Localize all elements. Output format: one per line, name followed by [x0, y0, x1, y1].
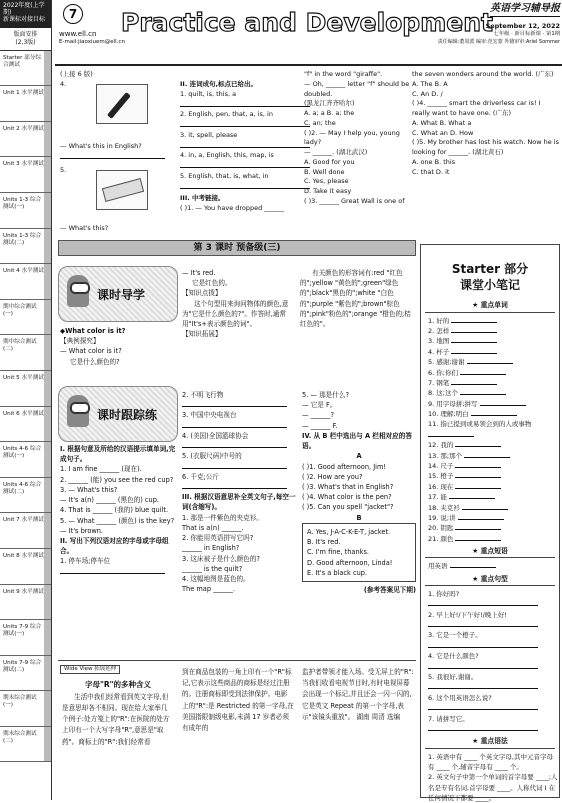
fill-item: 4. That is ______ (我的) blue quilt.	[60, 506, 169, 515]
sidebar-item-label: Unit 3 水平测试	[3, 161, 44, 168]
sentence-blank[interactable]	[428, 641, 538, 648]
sidebar-item-label: Units 1-3 综合测试(二)	[3, 232, 42, 246]
sidebar-item-label: Unit 8 水平测试	[3, 552, 44, 559]
word-note-line	[421, 451, 559, 461]
reorder-item: 1. quilt, is, this, a	[180, 89, 237, 98]
translate-item: ______ in English?	[182, 544, 240, 553]
word-note-line	[421, 378, 559, 388]
p2-head: II. 写出下列汉语对应的字母或字母组合。	[60, 536, 169, 556]
reorder-item: 3. it, spell, please	[180, 130, 238, 139]
grammar-item: 1. 英语中有 ____ 个英文字母,其中元音字母有 ____ 个,辅音字母有 ____ 个。	[428, 752, 553, 771]
word-prompt: 18. 夹克衫	[428, 503, 460, 512]
word-blank[interactable]	[451, 378, 497, 385]
choice-line: ( )5. My brother has lost his watch. Now he is looking for ______. (湖北黄石)	[412, 138, 559, 156]
match-a-item: ( )2. How are you?	[302, 472, 363, 481]
sidebar-issue-item	[0, 442, 51, 478]
mid-1: — It's red.	[182, 269, 216, 277]
abbr-item: 4. (美国)全国篮球协会	[182, 431, 249, 440]
choice-line: ( )3. ______ Great Wall is one of	[304, 196, 405, 205]
sidebar-issue-item	[0, 300, 51, 336]
sidebar-issue-item	[0, 478, 51, 514]
page-header	[55, 0, 562, 66]
fill-item: 5. — What ______ (颜色) is the key?	[60, 516, 175, 525]
choice-line: C. that D. it	[412, 167, 450, 176]
match-b-item: B. It's red.	[307, 538, 341, 547]
staff-line: 责任编辑:董周派 编审:范宏蒙 外籍审审:Ariel Sommer	[437, 39, 560, 45]
fill-item: — It's brown.	[60, 526, 104, 535]
word-prompt: 21. 颜色	[428, 534, 454, 543]
translate-item: 2. 你能用英语拼写它吗?	[182, 534, 254, 543]
mid-2: 它是红色的。	[192, 279, 232, 288]
example-head: 【典例探究】	[60, 337, 100, 346]
p4-head: IV. 从 B 栏中选出与 A 栏相对应的答语。	[302, 431, 412, 451]
practice-left	[60, 444, 178, 577]
match-a-item: ( )3. What's that in English?	[302, 482, 394, 491]
minion-icon	[67, 275, 89, 307]
sidebar-issue-item	[0, 157, 51, 193]
wide-col-1	[62, 679, 174, 748]
word-blank[interactable]	[455, 482, 501, 489]
translate-item: — ______?	[302, 411, 334, 420]
choice-line: B. Well done	[304, 167, 345, 176]
translate-item: — ______ F.	[302, 421, 338, 430]
p1-head: I. 根据句意及所给的汉语提示填单词,完成句子。	[60, 445, 176, 464]
sidebar-issue-item	[0, 407, 51, 443]
abbr-answer-blank[interactable]	[182, 421, 287, 428]
sidebar-issue-item	[0, 122, 51, 158]
choice-line: D. Take it easy	[304, 187, 352, 195]
word-blank[interactable]	[464, 451, 510, 458]
word-blank[interactable]	[451, 316, 497, 323]
choice-line: A. What B. What a	[412, 118, 472, 127]
reorder-answer-blank[interactable]	[180, 182, 310, 189]
word-note-line	[421, 534, 559, 544]
what-head: ◆What color is it?	[60, 327, 126, 335]
translate-item: ______ is the quilt?	[182, 564, 243, 573]
lesson-banner: 第 3 课时 预备级(三)	[58, 240, 416, 256]
word-blank[interactable]	[451, 326, 497, 333]
sidebar-item-label: Unit 6 水平测试	[3, 410, 44, 417]
gram-head: ★ 重点语法	[425, 737, 555, 748]
col-b-box	[302, 523, 416, 582]
q4-prompt: — What's this in English?	[60, 141, 142, 150]
sidebar-item-label: 期末综合测试(二)	[3, 730, 37, 744]
word-note-line	[421, 357, 559, 367]
sidebar-issue-item	[0, 193, 51, 229]
sidebar-header: 2022年度(上学期) 新课标对接目标	[0, 0, 51, 28]
guide-right: 有关颜色的形容词有:red "红色的";yellow "黄色的";green"绿色的";black"黑色的";white "白色的";purple "紫色的";brown"棕色的";pink"粉色的";orange "橙色的;桔红色的"。	[300, 269, 411, 329]
sidebar-item-label: Unit 1 水平测试	[3, 90, 44, 97]
practice-title: 课时跟踪练	[97, 408, 158, 422]
word-prompt: 2. 怎样	[428, 326, 450, 335]
choice-line: the seven wonders around the world. (广东)	[412, 70, 554, 78]
wide-col-2: 到在商品包装的一角上印有一个"R"标记,它表示这些商品的商标是经过注册的。注册商标即受到法律保护。电影上的"R":是 Restricted 的第一字母,在美国指限制级电影,未满 17 岁者必须有成年的	[182, 668, 294, 733]
top-col-1	[60, 70, 178, 234]
guide-title: 课时导学	[97, 288, 146, 302]
choice-line: C. What an D. How	[412, 128, 474, 137]
word-note-line	[421, 368, 559, 378]
translate-item: That is a(n) ______.	[182, 523, 244, 532]
guide-left	[60, 326, 178, 367]
word-note-line	[421, 399, 559, 409]
p3-head: III. 根据汉语意思补全英文句子,每空一词(含缩写)。	[182, 493, 296, 512]
reorder-answer-blank[interactable]	[180, 141, 310, 148]
q4-answer-blank[interactable]	[60, 152, 165, 159]
sidebar-item-label: Unit 7 水平测试	[3, 517, 44, 524]
notes-title-2: 课堂小笔记	[459, 278, 520, 293]
match-b-item: D. Good afternoon, Linda!	[307, 558, 393, 567]
sidebar-issue-item	[0, 549, 51, 585]
word-note-line	[421, 347, 559, 357]
abbr-item: 2. 不明飞行物	[182, 391, 224, 399]
word-blank[interactable]	[455, 461, 501, 468]
translate-item: 3. 这床被子是什么颜色的?	[182, 554, 260, 563]
notes-title-1: Starter 部分	[451, 262, 529, 276]
word-note-line	[421, 388, 559, 398]
top-col-4	[412, 70, 560, 177]
item-5-num: 5.	[60, 166, 67, 175]
word-note-line	[421, 316, 559, 326]
site-url: www.ell.cn	[59, 30, 97, 38]
fill-item: — It's a(n) ______ (黑色的) cup.	[60, 496, 160, 505]
word-blank[interactable]	[451, 347, 497, 354]
guide-badge	[58, 266, 178, 322]
word-prompt: 16. 现在	[428, 482, 454, 491]
example-2: 它是什么颜色的?	[70, 357, 120, 366]
phrase-item: 用英语	[428, 562, 448, 571]
section-2-head: II. 连词成句,标点已给出。	[180, 80, 258, 88]
sidebar-issue-item	[0, 51, 51, 87]
choice-line: A. one B. this	[412, 157, 456, 166]
p2-item-1: 1. 停车场;停车位	[60, 557, 111, 566]
sidebar-issue-item	[0, 620, 51, 656]
fill-item: 3. — What's this?	[60, 485, 118, 494]
wide-title: 字母"R"的多种含义	[84, 680, 152, 689]
issue-info: 七年级 · 新目标新课 · 第1期	[493, 31, 560, 37]
match-b-item: E. It's a black cup.	[307, 568, 368, 577]
continued-note: (上接 6 版)	[60, 70, 93, 78]
issue-date: September 12, 2022	[485, 22, 560, 30]
fill-item: 2. ______ (能) you see the red cup?	[60, 475, 174, 484]
mid-5: 【知识拓展】	[182, 330, 222, 339]
sentence-prompt: 1. 你好吗?	[428, 589, 460, 598]
sentence-prompt: 6. 这个用英语怎么说?	[428, 693, 492, 702]
word-note-line	[421, 492, 559, 502]
word-prompt: 11. 指已提到或易领会到的人或事物	[428, 420, 532, 429]
match-a-item: ( )4. What color is the pen?	[302, 493, 392, 502]
sentence-prompt: 7. 请拼写它。	[428, 714, 469, 723]
word-note-line	[421, 440, 559, 450]
sidebar-item-label: Unit 5 水平测试	[3, 374, 44, 381]
word-prompt: 14. 尺子	[428, 462, 454, 471]
word-note-line	[421, 419, 559, 440]
col-b-label: B	[356, 513, 362, 522]
translate-item: 5. — 那是什么?	[302, 391, 349, 399]
sidebar-item-label: Units 7-9 综合测试(二)	[3, 659, 42, 673]
issue-sidebar	[0, 0, 52, 800]
sidebar-issue-item	[0, 727, 51, 763]
word-prompt: 15. 橙子	[428, 472, 454, 481]
word-blank[interactable]	[451, 336, 497, 343]
col-a-label: A	[356, 452, 362, 461]
sidebar-issue-item	[0, 585, 51, 621]
sidebar-items	[0, 51, 51, 763]
abbr-answer-blank[interactable]	[182, 441, 287, 448]
word-blank[interactable]	[467, 357, 513, 364]
sentence-blank[interactable]	[428, 703, 538, 710]
sidebar-item-label: Units 4-6 综合测试(一)	[3, 446, 42, 460]
sidebar-item-label: 期末综合测试(一)	[3, 695, 37, 709]
pen-icon	[107, 92, 131, 119]
sidebar-issue-item	[0, 691, 51, 727]
word-blank[interactable]	[480, 399, 526, 406]
word-blank[interactable]	[455, 471, 501, 478]
word-prompt: 20. 钥匙	[428, 524, 454, 533]
issue-number: 7	[63, 4, 83, 24]
p2-blank-1[interactable]	[60, 567, 165, 574]
sidebar-item-label: Unit 2 水平测试	[3, 125, 44, 132]
sidebar-issue-item	[0, 513, 51, 549]
translate-item: 1. 那是一件紫色的夹克衫。	[182, 513, 263, 522]
sidebar-item-label: 期中综合测试(一)	[3, 303, 37, 317]
word-note-line	[421, 482, 559, 492]
word-prompt: 1. 好的	[428, 316, 450, 325]
abbr-item: 6. 千克;公斤	[182, 472, 219, 481]
sidebar-item-label: Unit 4 水平测试	[3, 268, 44, 275]
notes-box	[420, 244, 560, 803]
sentence-blank[interactable]	[428, 682, 538, 689]
wide-view-section	[58, 660, 416, 800]
sentence-blank[interactable]	[428, 662, 538, 669]
mid-4: 这个句型用来询问物体的颜色,意为"它是什么颜色的?"。作答时,通常用"It's+表示颜色的词"。	[182, 299, 289, 329]
top-col-2	[180, 70, 300, 214]
word-blank[interactable]	[455, 440, 501, 447]
section-3-head: III. 中考链接。	[180, 194, 225, 203]
sidebar-issue-item	[0, 229, 51, 265]
minion-icon	[67, 395, 89, 427]
word-note-line	[421, 336, 559, 346]
example-1: — What color is it?	[60, 347, 122, 356]
grammar-item: 2. 英文句子中第一个单词的首字母要 ____;人名是专有名词,首字母要 ____。人称代词 I 在任何情况下都要 ____。	[428, 773, 558, 803]
item-4-num: 4.	[60, 79, 67, 88]
word-prompt: 4. 杯子	[428, 347, 450, 356]
choice-line: — Oh, ______ letter "f" should be doubled.	[304, 79, 410, 98]
choice-line: A. a; a B. a; the	[304, 109, 355, 117]
word-blank[interactable]	[462, 503, 508, 510]
abbr-answer-blank[interactable]	[182, 462, 287, 469]
translate-item: — 它是 F。	[302, 401, 337, 410]
abbr-item: 3. 中国中央电视台	[182, 411, 237, 420]
word-blank[interactable]	[471, 409, 517, 416]
wide-tag: Wide View 拓展延伸	[60, 665, 120, 674]
mid-3: 【知识点拨】	[182, 289, 222, 298]
answer-note: (参考答案见下期)	[363, 585, 416, 594]
word-blank[interactable]	[449, 492, 495, 499]
q5-prompt: — What's this?	[60, 224, 109, 233]
sidebar-issue-item	[0, 86, 51, 122]
translate-item: The map ______.	[182, 585, 235, 594]
word-note-line	[421, 503, 559, 513]
top-col-3	[304, 70, 410, 207]
word-prompt: 17. 能	[428, 493, 447, 502]
choice-line: C. An D. /	[412, 89, 443, 98]
fill-item: 1. I am fine ______ (现在).	[60, 465, 142, 474]
phrase-blank[interactable]	[450, 561, 496, 568]
word-note-line	[421, 461, 559, 471]
sidebar-issue-item	[0, 335, 51, 371]
sidebar-issue-item	[0, 371, 51, 407]
word-note-line	[421, 471, 559, 481]
word-prompt: 9. 用字母拼;拼写	[428, 399, 478, 408]
word-note-line	[421, 523, 559, 533]
practice-right	[302, 390, 416, 595]
translate-item: 4. 这幅地图是蓝色的。	[182, 574, 250, 583]
reorder-item: 5. English, that, is, what, in	[180, 171, 269, 180]
wide-col-3: 监护者带领才能入场。受无屏上的"R":当我们收看电视节目时,有时电视屏幕会出现一个标记,并且还会一闪一闪的,它是英文 Repeat 的第一个字母,表示"该镜头重放"。 湖南 周清 选编	[302, 668, 414, 721]
sentence-blank[interactable]	[428, 599, 538, 606]
sidebar-item-label: 期中综合测试(二)	[3, 339, 37, 353]
word-prompt: 6. 你;你们	[428, 368, 458, 377]
wide-text-1: 生活中我们经常看到英文字母,但是意思却各不相同。现在给大家举几个例子:处方笺上的"R":在医院的处方上印有一个大写字母"R",意思是"取药"。商标上的"R":我们经常看	[62, 692, 170, 746]
sentence-prompt: 2. 早上好!/下午好!/晚上好!	[428, 610, 507, 619]
reorder-item: 2. English, pen, that, a, is, in	[180, 110, 273, 119]
word-blank[interactable]	[428, 430, 474, 437]
pen-image	[96, 84, 148, 124]
practice-badge	[58, 386, 178, 442]
choice-line: A. Good for you	[304, 157, 355, 166]
reorder-answer-blank[interactable]	[180, 100, 310, 107]
sidebar-item-label: Units 1-3 综合测试(一)	[3, 196, 42, 210]
choice-line: ( )2. — May I help you, young lady?	[304, 128, 400, 147]
choice-line: "f" in the word "giraffe".	[304, 70, 383, 78]
reorder-answer-blank[interactable]	[180, 161, 310, 168]
match-a-item: ( )5. Can you spell "jacket"?	[302, 503, 394, 512]
word-note-line	[421, 513, 559, 523]
match-b-item: C. I'm fine, thanks.	[307, 548, 369, 557]
choice-line: ( )4. ______ smart the driverless car is! I really want to have one. (广东)	[412, 99, 541, 117]
word-note-line	[421, 409, 559, 419]
word-blank[interactable]	[455, 534, 501, 541]
word-prompt: 8. 这;这个	[428, 389, 458, 398]
words-head: ★ 重点单词	[425, 301, 555, 312]
sidebar-item-label: Unit 9 水平测试	[3, 588, 44, 595]
word-prompt: 3. 地图	[428, 337, 450, 346]
word-blank[interactable]	[458, 513, 504, 520]
email: E-mail:jiaoxiuem@ell.cn	[59, 39, 125, 45]
notes-title	[421, 261, 559, 293]
word-prompt: 19. 说;讲	[428, 513, 456, 522]
abbr-item: 5. (衣服尺码)中号的	[182, 452, 242, 461]
word-prompt: 13. 那;那个	[428, 451, 463, 460]
newspaper-logo: 英语学习辅导报	[490, 2, 560, 17]
sentence-prompt: 3. 它是一个橙子。	[428, 631, 482, 640]
sentence-prompt: 5. 我很好,谢谢。	[428, 673, 478, 681]
sentence-blank[interactable]	[428, 724, 538, 731]
sidebar-issue-item	[0, 264, 51, 300]
ruler-image	[96, 170, 148, 210]
page-title: Practice and Development	[121, 8, 493, 37]
choice-line: C. an; the	[304, 118, 336, 127]
word-prompt: 12. 我的	[428, 441, 454, 450]
word-note-line	[421, 326, 559, 336]
guide-mid	[182, 268, 294, 340]
sentence-prompt: 4. 它是什么颜色?	[428, 652, 479, 661]
word-blank[interactable]	[455, 523, 501, 530]
word-prompt: 5. 感谢;谢谢	[428, 358, 465, 367]
ruler-icon	[102, 178, 144, 202]
sentence-blank[interactable]	[428, 620, 538, 627]
abbr-answer-blank[interactable]	[182, 482, 287, 489]
word-prompt: 10. 理解;明白	[428, 410, 469, 419]
word-blank[interactable]	[460, 368, 506, 375]
abbr-answer-blank[interactable]	[182, 400, 287, 407]
phrase-head: ★ 重点短语	[425, 547, 555, 558]
choice-line: A. The B. A	[412, 79, 448, 88]
choice-line: — ______. (湖北武汉)	[304, 148, 368, 156]
sidebar-item-label: Starter 部分综合测试	[3, 54, 41, 68]
practice-mid	[182, 390, 296, 594]
sidebar-item-label: Units 4-6 综合测试(二)	[3, 481, 42, 495]
sidebar-issue-item	[0, 656, 51, 692]
reorder-item: 4. in, a, English, this, map, is	[180, 151, 274, 160]
choice-line: C. Yes, please	[304, 177, 349, 186]
choice-line: (黑龙江齐齐哈尔)	[304, 99, 355, 108]
match-b-item: A. Yes, J-A-C-K-E-T, jacket.	[307, 527, 391, 536]
sidebar-item-label: Units 7-9 综合测试(一)	[3, 624, 42, 638]
q1: ( )1. — You have dropped ______	[180, 204, 284, 212]
word-blank[interactable]	[460, 388, 506, 395]
reorder-answer-blank[interactable]	[180, 120, 310, 127]
sent-head: ★ 重点句型	[425, 575, 555, 586]
match-a-item: ( )1. Good afternoon, Jim!	[302, 462, 387, 471]
sidebar-subtitle: 版面安排 (2,3版)	[0, 28, 51, 51]
word-prompt: 7. 钢笔	[428, 378, 450, 387]
